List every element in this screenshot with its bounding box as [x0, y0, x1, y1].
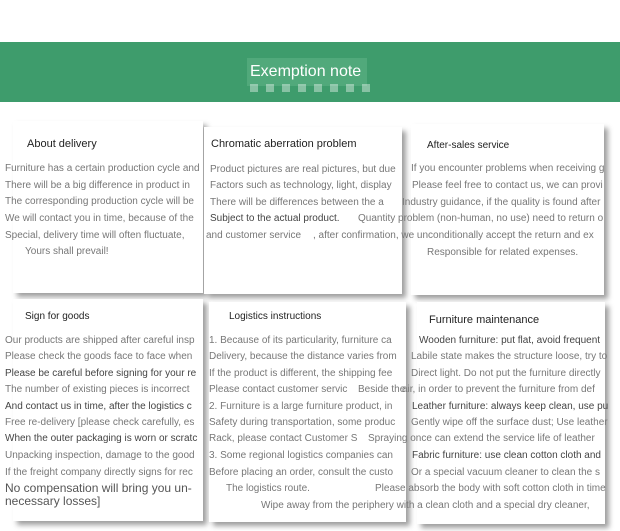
text-line: Please be careful before signing for your re: [5, 368, 197, 379]
text-line: If the freight company directly signs for rec: [5, 467, 193, 478]
about-delivery-title: About delivery: [27, 138, 97, 150]
text-line: 3. Some regional logistics companies can: [209, 450, 393, 461]
text-line: Furniture has a certain production cycle and: [5, 163, 200, 174]
text-line: Safety during transportation, some produc: [209, 417, 396, 428]
text-line: air, in order to prevent the furniture from def: [402, 384, 595, 395]
text-line: Before placing an order, consult the custo: [209, 467, 394, 478]
text-line: Please absorb the body with soft cotton cloth in time: [375, 483, 606, 494]
text-line: 2. Furniture is a large furniture product, in: [209, 401, 393, 412]
text-line: Rack, please contact Customer S: [209, 433, 358, 444]
text-line: necessary losses]: [5, 494, 101, 508]
text-line: Beside the: [358, 384, 406, 395]
text-line: Subject to the actual product.: [210, 213, 340, 224]
text-line: Delivery, because the distance varies from: [209, 351, 397, 362]
text-line: Please feel free to contact us, we can provi: [412, 180, 603, 191]
text-line: If the product is different, the shipping fee: [209, 368, 393, 379]
text-line: Our products are shipped after careful insp: [5, 335, 195, 346]
text-line: Wooden furniture: put flat, avoid frequent: [419, 335, 601, 346]
text-line: If you encounter problems when receiving g: [411, 163, 605, 174]
text-line: Wipe away from the periphery with a clean cloth and a special dry cleaner,: [261, 500, 590, 511]
text-line: The number of existing pieces is incorrect: [5, 384, 190, 395]
text-line: Gently wipe off the surface dust; Use leather: [411, 417, 608, 428]
text-line: Direct light. Do not put the furniture directly: [411, 368, 601, 379]
text-line: Or a special vacuum cleaner to clean the s: [411, 467, 600, 478]
text-line: Spraying once can extend the service life of leather: [368, 433, 595, 444]
text-line: Please contact customer servic: [209, 384, 348, 395]
text-line: The corresponding production cycle will be: [5, 196, 194, 207]
maintenance-title: Furniture maintenance: [429, 314, 540, 326]
page-title: Exemption note: [247, 58, 367, 86]
text-line: The logistics route.: [226, 483, 310, 494]
text-line: We will contact you in time, because of the: [5, 213, 194, 224]
after-sales-text: [313, 160, 620, 260]
text-line: Fabric furniture: use clean cotton cloth and: [412, 450, 601, 461]
text-line: Quantity problem (non-human, no use) need to return o: [358, 213, 604, 224]
text-line: Leather furniture: always keep clean, use pu: [412, 401, 609, 412]
sign-for-goods-text: [0, 330, 207, 530]
sign-for-goods-title: Sign for goods: [25, 311, 90, 322]
text-line: Responsible for related expenses.: [427, 247, 579, 258]
after-sales-title: After-sales service: [427, 140, 510, 151]
text-line: Unpacking inspection, damage to the good: [5, 450, 195, 461]
text-line: Please check the goods face to face when: [5, 351, 193, 362]
text-line: When the outer packaging is worn or scratc: [5, 433, 198, 444]
text-line: There will be differences between the a: [210, 197, 384, 208]
chromatic-aberration-text: [207, 160, 408, 260]
text-line: Labile state makes the structure loose, try to: [411, 351, 608, 362]
text-line: Special, delivery time will often fluctuate,: [5, 230, 185, 241]
text-line: , after confirmation, we unconditionally accept the return and ex: [313, 230, 594, 241]
title-reflection: [250, 84, 372, 92]
text-line: 1. Because of its particularity, furniture ca: [209, 335, 392, 346]
logistics-title: Logistics instructions: [229, 311, 322, 322]
text-line: Product pictures are real pictures, but due: [210, 164, 396, 175]
text-line: Factors such as technology, light, display: [210, 180, 392, 191]
text-line: No compensation will bring you un-: [5, 481, 192, 495]
text-line: and customer service: [206, 230, 302, 241]
text-line: Free re-delivery [please check carefully, es: [5, 417, 195, 428]
about-delivery-text: [0, 160, 207, 260]
text-line: Industry guidance, if the quality is found after: [402, 197, 601, 208]
chromatic-aberration-title: Chromatic aberration problem: [211, 138, 357, 150]
text-line: There will be a big difference in product in: [5, 180, 190, 191]
text-line: Yours shall prevail!: [25, 246, 109, 257]
text-line: And contact us in time, after the logistics c: [5, 401, 192, 412]
